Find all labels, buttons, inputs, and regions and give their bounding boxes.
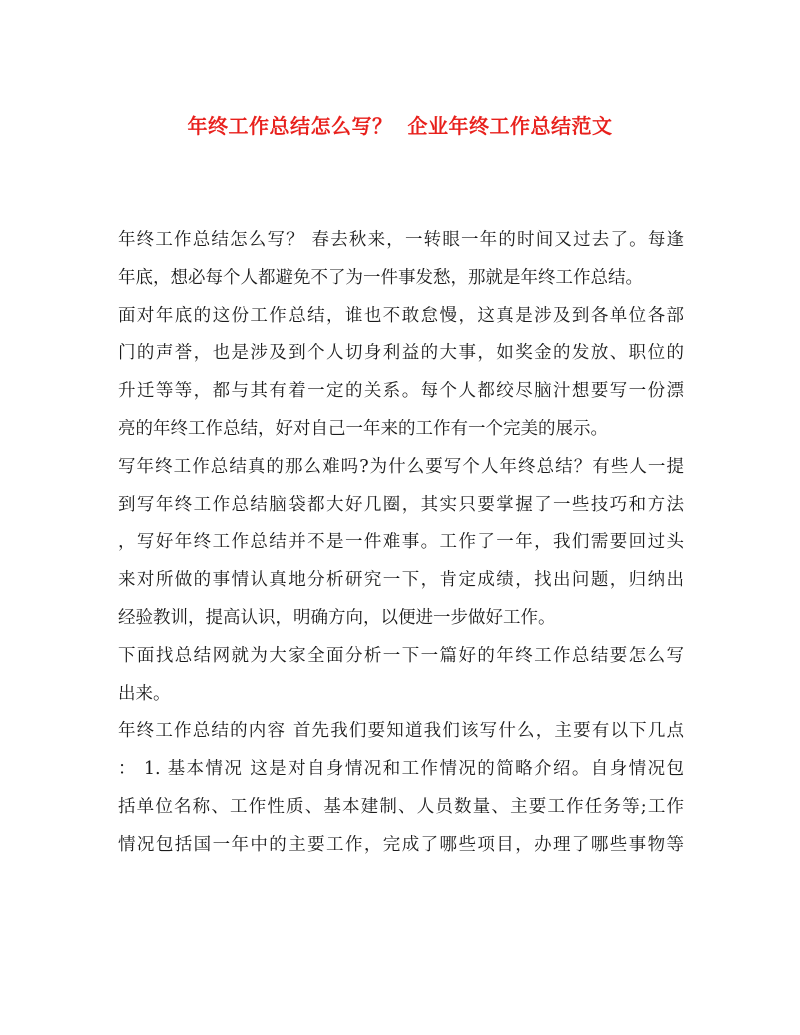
paragraph-line: 写年终工作总结真的那么难吗?为什么要写个人年终总结？有些人一提 — [118, 456, 684, 477]
paragraph-line: 面对年底的这份工作总结，谁也不敢怠慢，这真是涉及到各单位各部 — [118, 305, 684, 326]
paragraph-line: 年底，想必每个人都避免不了为一件事发愁，那就是年终工作总结。 — [118, 267, 643, 288]
paragraph-line: 情况包括国一年中的主要工作，完成了哪些项目，办理了哪些事物等 — [118, 834, 684, 855]
paragraph-line: 下面找总结网就为大家全面分析一下一篇好的年终工作总结要怎么写 — [118, 645, 684, 666]
paragraph-line: 到写年终工作总结脑袋都大好几圈，其实只要掌握了一些技巧和方法 — [118, 494, 684, 515]
paragraph-line: 亮的年终工作总结，好对自己一年来的工作有一个完美的展示。 — [118, 418, 608, 439]
document-title: 年终工作总结怎么写？ 企业年终工作总结范文 — [187, 114, 613, 138]
paragraph-line: ： 1. 基本情况 这是对自身情况和工作情况的简略介绍。自身情况包 — [118, 759, 684, 780]
paragraph-line: 出来。 — [118, 683, 171, 704]
paragraph-line: 年终工作总结怎么写？ 春去秋来，一转眼一年的时间又过去了。每逢 — [118, 230, 684, 250]
paragraph-line: 门的声誉，也是涉及到个人切身利益的大事，如奖金的发放、职位的 — [118, 343, 684, 364]
paragraph-line: 经验教训，提高认识，明确方向，以便进一步做好工作。 — [118, 607, 556, 628]
paragraph-line: 年终工作总结的内容 首先我们要知道我们该写什么，主要有以下几点 — [118, 721, 684, 742]
paragraph-line: 升迁等等，都与其有着一定的关系。每个人都绞尽脑汁想要写一份漂 — [118, 381, 684, 402]
paragraph-line: 来对所做的事情认真地分析研究一下，肯定成绩，找出问题，归纳出 — [118, 570, 684, 591]
paragraph-line: ，写好年终工作总结并不是一件难事。工作了一年，我们需要回过头 — [118, 532, 684, 553]
document-body — [118, 222, 684, 865]
paragraph-line: 括单位名称、工作性质、基本建制、人员数量、主要工作任务等;工作 — [118, 796, 684, 817]
